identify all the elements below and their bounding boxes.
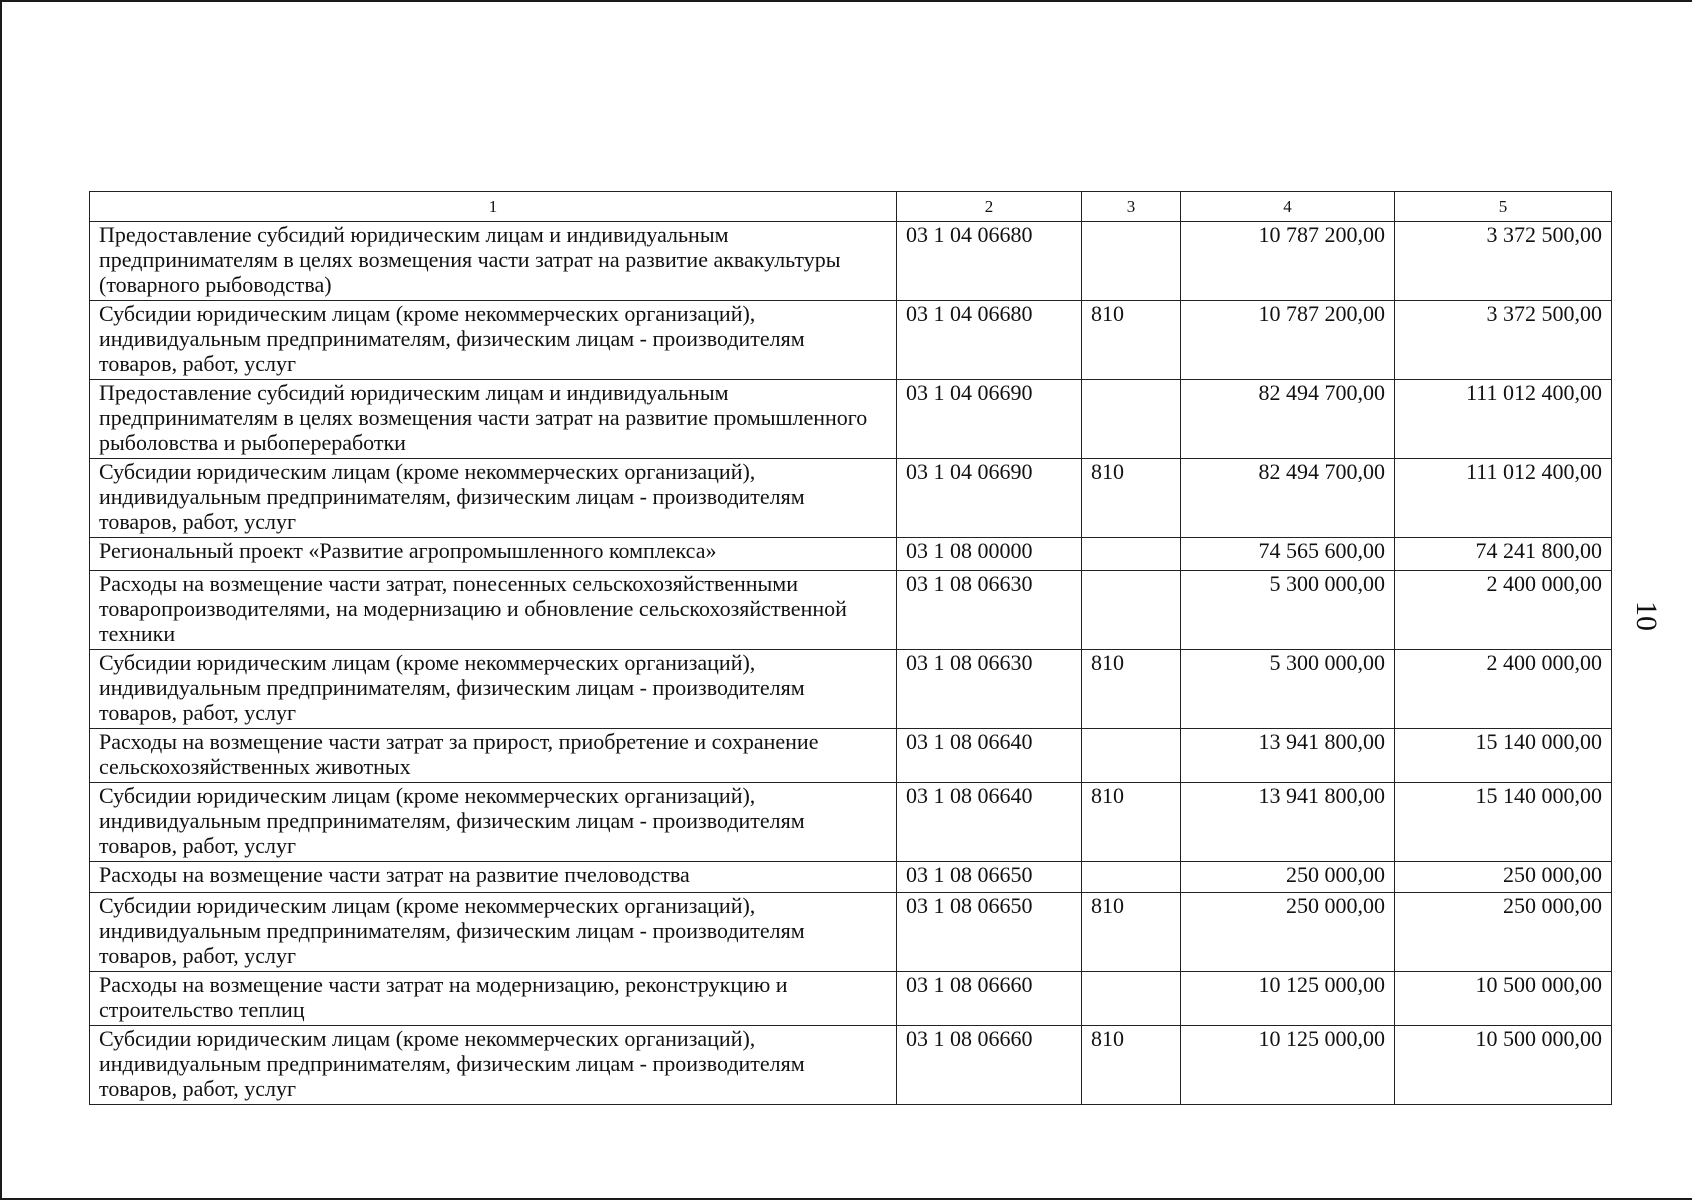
row-amount-1: 5 300 000,00	[1181, 571, 1395, 650]
row-amount-1: 10 125 000,00	[1181, 972, 1395, 1026]
row-code: 03 1 08 06660	[897, 1026, 1082, 1105]
table-row	[90, 380, 1612, 459]
row-code: 03 1 08 06650	[897, 862, 1082, 893]
row-name: Расходы на возмещение части затрат за прирост, приобретение и сохранение сельскохозяйственных животных	[90, 729, 897, 783]
row-code: 03 1 08 06660	[897, 972, 1082, 1026]
row-amount-2: 3 372 500,00	[1395, 222, 1612, 301]
column-header-1: 1	[90, 192, 897, 222]
row-name: Субсидии юридическим лицам (кроме некоммерческих организаций), индивидуальным предпринимателям, физическим лицам - производителям товаров, работ, услуг	[90, 301, 897, 380]
row-amount-1: 13 941 800,00	[1181, 729, 1395, 783]
row-code: 03 1 08 06640	[897, 783, 1082, 862]
row-name: Региональный проект «Развитие агропромышленного комплекса»	[90, 538, 897, 571]
row-type	[1082, 972, 1181, 1026]
row-code: 03 1 08 06630	[897, 571, 1082, 650]
row-name: Предоставление субсидий юридическим лицам и индивидуальным предпринимателям в целях возмещения части затрат на развитие аквакультуры (товарного рыбоводства)	[90, 222, 897, 301]
row-type: 810	[1082, 893, 1181, 972]
column-header-4: 4	[1181, 192, 1395, 222]
row-amount-2: 3 372 500,00	[1395, 301, 1612, 380]
row-name: Предоставление субсидий юридическим лицам и индивидуальным предпринимателям в целях возмещения части затрат на развитие промышленного рыболовства и рыбопереработки	[90, 380, 897, 459]
row-name: Субсидии юридическим лицам (кроме некоммерческих организаций), индивидуальным предпринимателям, физическим лицам - производителям товаров, работ, услуг	[90, 459, 897, 538]
row-amount-2: 15 140 000,00	[1395, 729, 1612, 783]
row-code: 03 1 08 06650	[897, 893, 1082, 972]
row-amount-2: 15 140 000,00	[1395, 783, 1612, 862]
row-code: 03 1 08 06630	[897, 650, 1082, 729]
row-code: 03 1 04 06690	[897, 459, 1082, 538]
row-amount-1: 5 300 000,00	[1181, 650, 1395, 729]
row-amount-1: 82 494 700,00	[1181, 459, 1395, 538]
table-row	[90, 538, 1612, 571]
row-type: 810	[1082, 650, 1181, 729]
row-type	[1082, 380, 1181, 459]
row-amount-2: 111 012 400,00	[1395, 459, 1612, 538]
row-type: 810	[1082, 1026, 1181, 1105]
row-amount-2: 111 012 400,00	[1395, 380, 1612, 459]
row-code: 03 1 04 06680	[897, 301, 1082, 380]
table-row	[90, 301, 1612, 380]
row-amount-2: 250 000,00	[1395, 893, 1612, 972]
row-amount-1: 82 494 700,00	[1181, 380, 1395, 459]
row-amount-2: 10 500 000,00	[1395, 1026, 1612, 1105]
row-name: Субсидии юридическим лицам (кроме некоммерческих организаций), индивидуальным предпринимателям, физическим лицам - производителям товаров, работ, услуг	[90, 1026, 897, 1105]
row-amount-1: 13 941 800,00	[1181, 783, 1395, 862]
column-header-2: 2	[897, 192, 1082, 222]
row-name: Субсидии юридическим лицам (кроме некоммерческих организаций), индивидуальным предпринимателям, физическим лицам - производителям товаров, работ, услуг	[90, 650, 897, 729]
row-code: 03 1 08 06640	[897, 729, 1082, 783]
budget-table	[89, 191, 1612, 1105]
table-row	[90, 459, 1612, 538]
row-amount-1: 10 125 000,00	[1181, 1026, 1395, 1105]
row-name: Расходы на возмещение части затрат, понесенных сельскохозяйственными товаропроизводителями, на модернизацию и обновление сельскохозяйственной техники	[90, 571, 897, 650]
table-row	[90, 972, 1612, 1026]
table-row	[90, 893, 1612, 972]
table-row	[90, 571, 1612, 650]
table-row	[90, 729, 1612, 783]
row-type: 810	[1082, 783, 1181, 862]
row-name: Расходы на возмещение части затрат на модернизацию, реконструкцию и строительство теплиц	[90, 972, 897, 1026]
table-row	[90, 862, 1612, 893]
page-number: 10	[1630, 601, 1663, 631]
row-type	[1082, 571, 1181, 650]
row-code: 03 1 04 06680	[897, 222, 1082, 301]
table-row	[90, 222, 1612, 301]
table-body	[90, 222, 1612, 1105]
row-amount-2: 10 500 000,00	[1395, 972, 1612, 1026]
header-row	[90, 192, 1612, 222]
row-type	[1082, 729, 1181, 783]
column-header-3: 3	[1082, 192, 1181, 222]
row-amount-1: 10 787 200,00	[1181, 222, 1395, 301]
table-row	[90, 783, 1612, 862]
column-header-5: 5	[1395, 192, 1612, 222]
row-name: Субсидии юридическим лицам (кроме некоммерческих организаций), индивидуальным предпринимателям, физическим лицам - производителям товаров, работ, услуг	[90, 783, 897, 862]
row-amount-2: 74 241 800,00	[1395, 538, 1612, 571]
table-header	[90, 192, 1612, 222]
row-amount-2: 2 400 000,00	[1395, 650, 1612, 729]
row-type: 810	[1082, 301, 1181, 380]
row-name: Субсидии юридическим лицам (кроме некоммерческих организаций), индивидуальным предпринимателям, физическим лицам - производителям товаров, работ, услуг	[90, 893, 897, 972]
row-type: 810	[1082, 459, 1181, 538]
table-row	[90, 1026, 1612, 1105]
row-type	[1082, 538, 1181, 571]
row-amount-1: 10 787 200,00	[1181, 301, 1395, 380]
row-type	[1082, 862, 1181, 893]
table-row	[90, 650, 1612, 729]
row-amount-1: 250 000,00	[1181, 893, 1395, 972]
row-type	[1082, 222, 1181, 301]
row-amount-1: 250 000,00	[1181, 862, 1395, 893]
row-code: 03 1 04 06690	[897, 380, 1082, 459]
row-code: 03 1 08 00000	[897, 538, 1082, 571]
row-amount-2: 2 400 000,00	[1395, 571, 1612, 650]
row-amount-2: 250 000,00	[1395, 862, 1612, 893]
row-name: Расходы на возмещение части затрат на развитие пчеловодства	[90, 862, 897, 893]
row-amount-1: 74 565 600,00	[1181, 538, 1395, 571]
